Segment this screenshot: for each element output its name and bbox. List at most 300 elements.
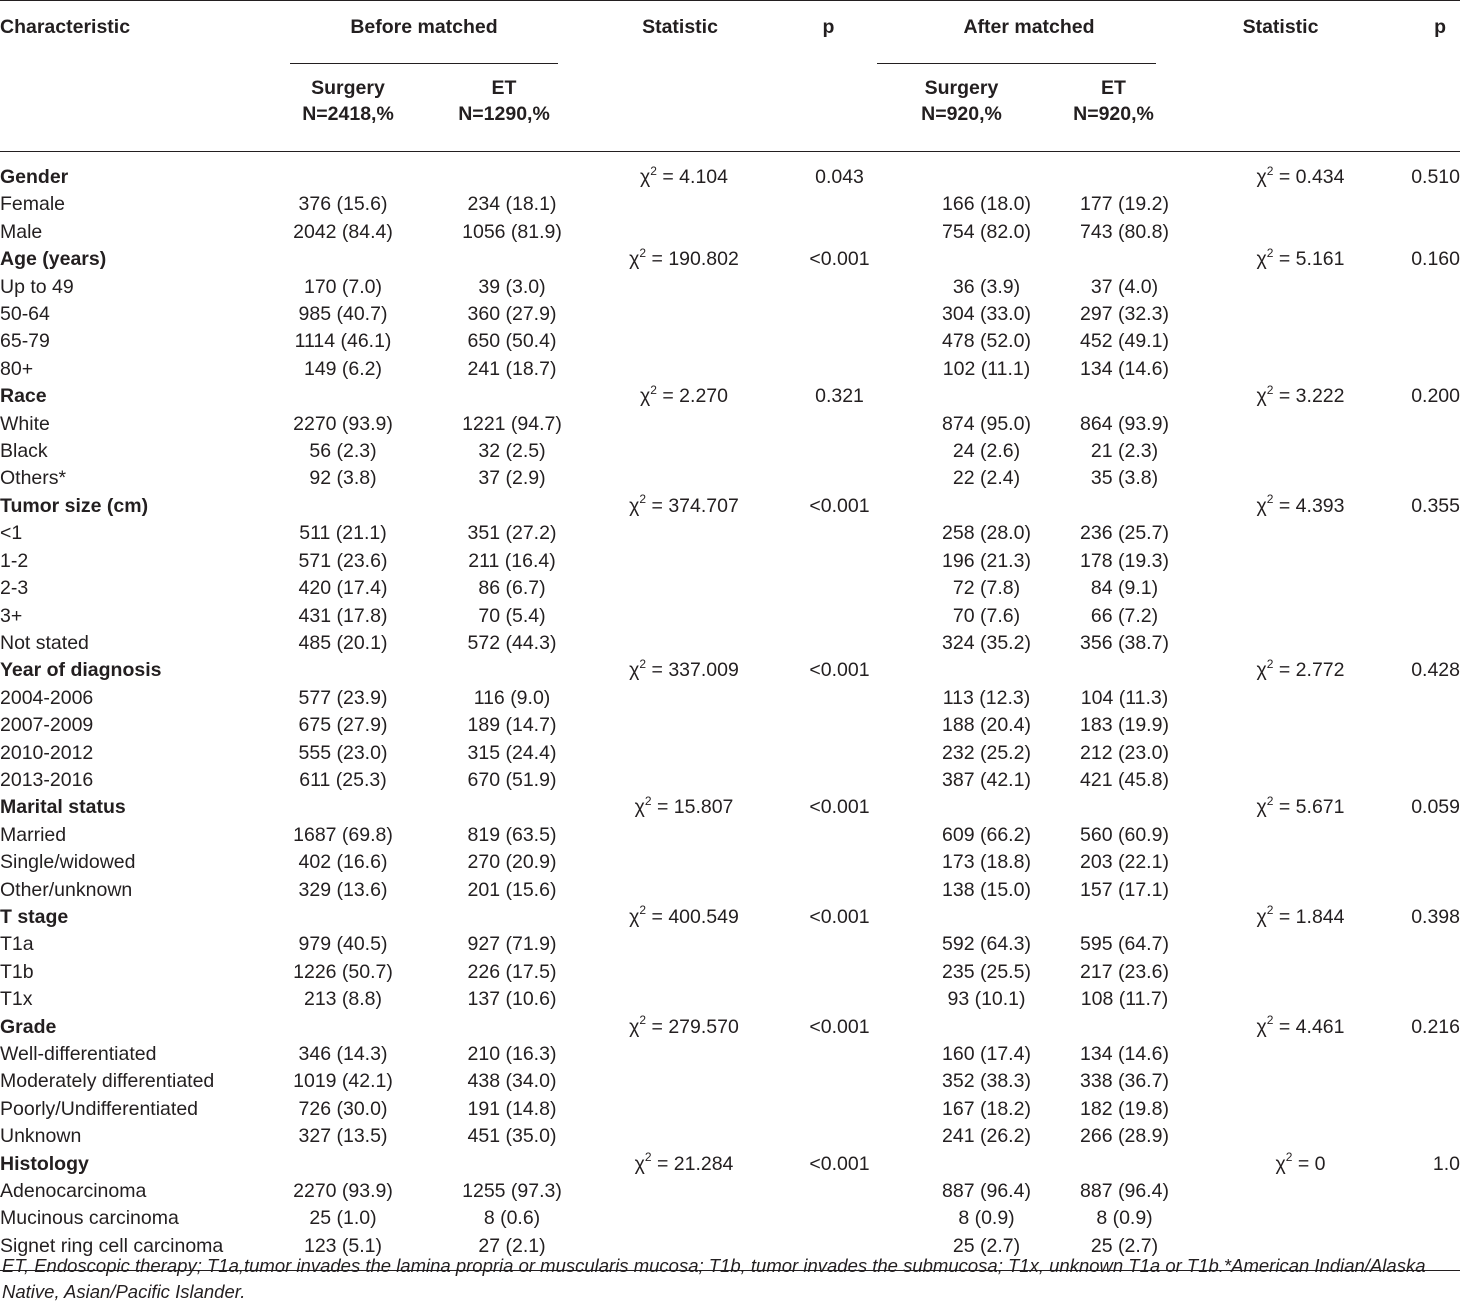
row-label: Tumor size (cm) — [0, 494, 149, 517]
before-p-value: 0.043 — [815, 166, 864, 188]
table-row — [0, 548, 1460, 575]
after-surgery-value: 24 (2.6) — [952, 440, 1021, 463]
before-surgery-value — [268, 794, 428, 821]
after-et-value: 212 (23.0) — [1080, 741, 1169, 764]
before-p-value — [780, 219, 877, 246]
chi-exponent: 2 — [639, 656, 647, 671]
before-surgery-value: 123 (5.1) — [268, 1233, 428, 1271]
after-surgery-value: 258 (28.0) — [942, 522, 1031, 545]
row-label: 2010-2012 — [0, 741, 94, 764]
after-p-value: 0.216 — [1411, 1015, 1460, 1038]
row-label: 3+ — [0, 604, 23, 627]
category-row — [0, 1151, 1460, 1178]
chi-value: = 374.707 — [646, 494, 739, 517]
before-p-value — [780, 356, 877, 383]
row-label: 50-64 — [0, 303, 50, 326]
after-statistic — [1181, 246, 1380, 273]
after-statistic — [1181, 904, 1380, 931]
after-p-value — [1380, 603, 1460, 630]
after-statistic — [1181, 877, 1380, 904]
after-p-value: 0.160 — [1411, 248, 1460, 271]
before-surgery-value — [268, 904, 428, 931]
chi-exponent: 2 — [1266, 656, 1274, 671]
before-p-value — [780, 411, 877, 438]
header-row-2 — [0, 65, 1460, 152]
after-statistic — [1181, 575, 1380, 602]
before-et-value: 226 (17.5) — [467, 960, 557, 983]
after-surgery-value: 304 (33.0) — [942, 303, 1031, 326]
after-et-value — [1046, 657, 1181, 684]
after-et-value: 182 (19.8) — [1080, 1097, 1169, 1120]
after-statistic — [1181, 794, 1380, 821]
before-p-value — [780, 877, 877, 904]
before-et-value: 572 (44.3) — [467, 631, 557, 654]
before-p-value — [780, 465, 877, 492]
after-statistic — [1181, 685, 1380, 712]
after-statistic — [1181, 1068, 1380, 1095]
after-p-value — [1380, 465, 1460, 492]
after-surgery-value: 754 (82.0) — [942, 220, 1031, 243]
before-et-value: 1255 (97.3) — [462, 1180, 562, 1203]
chi-symbol: χ — [1256, 166, 1267, 188]
after-surgery-value: 478 (52.0) — [942, 330, 1031, 353]
chi-symbol: χ — [1256, 659, 1267, 682]
after-surgery-value: 196 (21.3) — [942, 549, 1031, 572]
table-row — [0, 274, 1460, 301]
header-after-et — [1046, 65, 1181, 152]
before-surgery-value: 329 (13.6) — [298, 878, 388, 901]
table-row — [0, 575, 1460, 602]
before-et-value — [428, 657, 580, 684]
after-surgery-value: 93 (10.1) — [947, 988, 1026, 1011]
before-statistic — [580, 1096, 780, 1123]
before-et-value — [428, 493, 580, 520]
table-row — [0, 438, 1460, 465]
chi-exponent: 2 — [644, 1150, 652, 1165]
after-et-value: 37 (4.0) — [1090, 275, 1159, 298]
row-label: Up to 49 — [0, 275, 74, 298]
header-p-before: p — [822, 16, 835, 38]
before-p-value: <0.001 — [809, 659, 870, 682]
header-after-surgery-n: N=920,% — [921, 103, 1002, 125]
before-surgery-value: 213 (8.8) — [303, 988, 383, 1011]
row-label: 2-3 — [0, 577, 29, 600]
header-blank — [1181, 65, 1380, 152]
header-row-1 — [0, 1, 1460, 66]
after-et-value: 236 (25.7) — [1080, 522, 1169, 545]
chi-symbol: χ — [1275, 1152, 1286, 1175]
before-statistic — [580, 1205, 780, 1232]
before-surgery-value — [268, 493, 428, 520]
row-label: Gender — [0, 166, 69, 188]
after-surgery-value: 188 (20.4) — [942, 714, 1031, 737]
before-et-value: 1056 (81.9) — [462, 220, 562, 243]
table-row — [0, 219, 1460, 246]
table-row — [0, 603, 1460, 630]
after-p-value — [1380, 740, 1460, 767]
chi-symbol: χ — [634, 1152, 645, 1175]
row-label: Moderately differentiated — [0, 1070, 215, 1093]
after-et-value: 217 (23.6) — [1080, 960, 1169, 983]
before-p-value: <0.001 — [809, 494, 870, 517]
chi-value: = 21.284 — [651, 1152, 734, 1175]
after-surgery-value: 25 (2.7) — [877, 1233, 1046, 1271]
after-p-value — [1380, 986, 1460, 1013]
after-statistic — [1181, 438, 1380, 465]
after-statistic — [1181, 657, 1380, 684]
row-label: White — [0, 412, 50, 435]
after-et-value — [1046, 383, 1181, 410]
before-surgery-value — [268, 657, 428, 684]
row-label: Signet ring cell carcinoma — [0, 1233, 268, 1271]
row-label: Histology — [0, 1152, 89, 1175]
after-et-value: 183 (19.9) — [1080, 714, 1169, 737]
header-characteristic: Characteristic — [0, 16, 131, 38]
chi-value: = 4.104 — [656, 166, 728, 188]
before-p-value: <0.001 — [809, 1015, 870, 1038]
after-surgery-value: 324 (35.2) — [942, 631, 1031, 654]
chi-exponent: 2 — [1266, 245, 1274, 260]
row-label: 2007-2009 — [0, 714, 94, 737]
chi-value: = 3.222 — [1273, 385, 1345, 408]
row-label: Married — [0, 823, 67, 846]
after-statistic — [1181, 191, 1380, 218]
before-p-value — [780, 959, 877, 986]
after-et-value: 66 (7.2) — [1090, 604, 1159, 627]
header-after-et-n: N=920,% — [1073, 103, 1154, 125]
after-surgery-value: 166 (18.0) — [942, 193, 1031, 216]
before-surgery-value: 555 (23.0) — [298, 741, 388, 764]
chi-symbol: χ — [1256, 494, 1267, 517]
before-statistic — [580, 438, 780, 465]
before-et-value: 27 (2.1) — [428, 1233, 580, 1271]
after-surgery-value: 167 (18.2) — [942, 1097, 1031, 1120]
before-et-value: 189 (14.7) — [467, 714, 557, 737]
before-et-value: 86 (6.7) — [478, 577, 546, 600]
after-p-value: 0.200 — [1411, 385, 1460, 408]
before-surgery-value: 675 (27.9) — [298, 714, 388, 737]
row-label: Male — [0, 220, 43, 243]
before-p-value — [780, 301, 877, 328]
after-surgery-value: 592 (64.3) — [942, 933, 1031, 956]
after-et-value: 108 (11.7) — [1080, 988, 1169, 1011]
before-et-value — [428, 1014, 580, 1041]
after-et-value: 25 (2.7) — [1046, 1233, 1181, 1271]
before-statistic — [580, 959, 780, 986]
before-et-value: 241 (18.7) — [467, 357, 557, 380]
before-statistic — [580, 767, 780, 794]
before-surgery-value: 92 (3.8) — [309, 467, 377, 490]
after-surgery-value — [877, 904, 1046, 931]
after-statistic — [1181, 1178, 1380, 1205]
before-et-value: 191 (14.8) — [467, 1097, 557, 1120]
row-label: 1-2 — [0, 549, 29, 572]
chi-value: = 4.461 — [1273, 1015, 1345, 1038]
table-row — [0, 1041, 1460, 1068]
row-label: Unknown — [0, 1125, 82, 1148]
category-row — [0, 246, 1460, 273]
header-after-surgery — [877, 65, 1046, 152]
before-p-value: <0.001 — [809, 796, 870, 819]
after-statistic — [1181, 1205, 1380, 1232]
after-surgery-value: 352 (38.3) — [942, 1070, 1031, 1093]
category-row — [0, 794, 1460, 821]
table-row — [0, 849, 1460, 876]
category-row — [0, 904, 1460, 931]
after-surgery-value: 8 (0.9) — [958, 1207, 1015, 1230]
row-label: <1 — [0, 522, 23, 545]
chi-exponent: 2 — [639, 245, 647, 260]
after-et-value: 35 (3.8) — [1090, 467, 1159, 490]
chi-value: = 337.009 — [646, 659, 739, 682]
after-surgery-value — [877, 493, 1046, 520]
after-et-value: 743 (80.8) — [1080, 220, 1169, 243]
before-p-value — [780, 1041, 877, 1068]
before-surgery-value: 985 (40.7) — [298, 303, 388, 326]
before-surgery-value: 2042 (84.4) — [293, 220, 393, 243]
before-surgery-value: 25 (1.0) — [309, 1207, 377, 1230]
chi-symbol: χ — [1256, 248, 1267, 271]
before-et-value: 211 (16.4) — [468, 549, 556, 572]
header-before-surgery-label: Surgery — [311, 77, 385, 99]
table-row — [0, 328, 1460, 355]
table-row — [0, 767, 1460, 794]
header-before-surgery — [268, 65, 428, 152]
after-p-value — [1380, 849, 1460, 876]
chi-symbol: χ — [1256, 1015, 1267, 1038]
before-et-value: 32 (2.5) — [478, 440, 546, 463]
after-et-value — [1046, 1151, 1181, 1178]
before-surgery-value — [268, 1151, 428, 1178]
row-label: 65-79 — [0, 330, 50, 353]
table-row — [0, 931, 1460, 958]
chi-exponent: 2 — [650, 163, 657, 178]
before-p-value: 0.321 — [815, 385, 864, 408]
before-statistic — [580, 274, 780, 301]
after-statistic — [1181, 931, 1380, 958]
before-surgery-value: 577 (23.9) — [298, 686, 388, 709]
before-statistic — [580, 152, 780, 192]
row-label: Race — [0, 385, 47, 408]
after-et-value: 203 (22.1) — [1080, 851, 1169, 874]
chi-exponent: 2 — [1266, 1013, 1274, 1028]
after-p-value — [1380, 1123, 1460, 1150]
after-et-value — [1046, 1014, 1181, 1041]
table-footnote: ET, Endoscopic therapy; T1a,tumor invades the lamina propria or muscularis mucosa; T1b, tumor invades the submucosa; T1x, unknown T1a or T1b.*American Indian/Alaska Native, Asian/Pacific Islander. — [2, 1255, 1426, 1302]
after-et-value: 297 (32.3) — [1080, 303, 1169, 326]
header-blank — [580, 65, 780, 152]
chi-value: = 2.270 — [656, 385, 728, 408]
after-statistic — [1181, 630, 1380, 657]
before-et-value: 650 (50.4) — [467, 330, 557, 353]
after-p-value — [1380, 438, 1460, 465]
before-statistic — [580, 520, 780, 547]
after-statistic — [1181, 548, 1380, 575]
before-surgery-value — [268, 1014, 428, 1041]
after-surgery-value — [877, 794, 1046, 821]
after-p-value — [1380, 767, 1460, 794]
chi-value: = 0 — [1292, 1152, 1326, 1175]
after-statistic — [1181, 959, 1380, 986]
before-surgery-value: 327 (13.5) — [298, 1125, 388, 1148]
before-surgery-value: 979 (40.5) — [298, 933, 388, 956]
after-statistic — [1181, 152, 1380, 192]
before-statistic — [580, 603, 780, 630]
after-p-value — [1380, 219, 1460, 246]
after-p-value — [1380, 274, 1460, 301]
table-row — [0, 1205, 1460, 1232]
after-p-value — [1380, 959, 1460, 986]
after-statistic — [1181, 465, 1380, 492]
table-row — [0, 301, 1460, 328]
before-statistic — [580, 328, 780, 355]
after-p-value: 0.398 — [1411, 905, 1460, 928]
category-row — [0, 1014, 1460, 1041]
after-surgery-value: 887 (96.4) — [942, 1180, 1031, 1203]
chi-exponent: 2 — [650, 382, 657, 397]
after-et-value — [1046, 794, 1181, 821]
before-et-value: 315 (24.4) — [467, 741, 557, 764]
before-statistic — [580, 575, 780, 602]
chi-value: = 5.161 — [1273, 248, 1345, 271]
after-statistic — [1181, 493, 1380, 520]
chi-exponent: 2 — [644, 793, 652, 808]
after-et-value: 134 (14.6) — [1080, 357, 1169, 380]
before-statistic — [580, 849, 780, 876]
before-p-value — [780, 438, 877, 465]
after-surgery-value: 160 (17.4) — [942, 1043, 1031, 1065]
before-p-value — [780, 1178, 877, 1205]
chi-exponent: 2 — [1266, 163, 1274, 178]
before-p-value — [780, 328, 877, 355]
before-et-value: 451 (35.0) — [467, 1125, 557, 1148]
before-surgery-value: 346 (14.3) — [298, 1043, 388, 1065]
after-statistic — [1181, 1151, 1380, 1178]
header-after-et-label: ET — [1101, 77, 1126, 99]
after-p-value — [1380, 1205, 1460, 1232]
before-statistic — [580, 712, 780, 739]
chi-value: = 1.844 — [1273, 905, 1345, 928]
category-row — [0, 657, 1460, 684]
after-surgery-value — [877, 246, 1046, 273]
before-statistic — [580, 1151, 780, 1178]
after-p-value — [1380, 685, 1460, 712]
chi-symbol: χ — [629, 905, 640, 928]
before-et-value — [428, 904, 580, 931]
chi-exponent: 2 — [639, 903, 647, 918]
before-p-value — [780, 1123, 877, 1150]
chi-value: = 4.393 — [1273, 494, 1345, 517]
header-blank — [1380, 65, 1460, 152]
before-surgery-value: 149 (6.2) — [303, 357, 383, 380]
table-row — [0, 411, 1460, 438]
after-p-value — [1380, 328, 1460, 355]
table-row — [0, 191, 1460, 218]
row-label: Not stated — [0, 631, 89, 654]
row-label: Poorly/Undifferentiated — [0, 1097, 199, 1120]
after-statistic — [1181, 1096, 1380, 1123]
row-label: Well-differentiated — [0, 1043, 157, 1065]
after-et-value — [1046, 152, 1181, 192]
row-label: Marital status — [0, 796, 126, 819]
row-label: Year of diagnosis — [0, 659, 162, 682]
before-statistic — [580, 685, 780, 712]
chi-exponent: 2 — [1266, 903, 1274, 918]
after-statistic — [1181, 712, 1380, 739]
before-statistic — [580, 794, 780, 821]
after-p-value — [1380, 1096, 1460, 1123]
after-p-value — [1380, 1041, 1460, 1068]
row-label: T stage — [0, 905, 69, 928]
after-et-value: 177 (19.2) — [1080, 193, 1169, 216]
after-statistic — [1181, 1014, 1380, 1041]
chi-value: = 5.671 — [1273, 796, 1345, 819]
after-statistic — [1181, 274, 1380, 301]
before-p-value — [780, 603, 877, 630]
after-surgery-value: 102 (11.1) — [942, 357, 1031, 380]
row-label: 2004-2006 — [0, 686, 94, 709]
after-p-value: 1.0 — [1432, 1152, 1460, 1175]
before-statistic — [580, 465, 780, 492]
before-p-value — [780, 931, 877, 958]
row-label: Black — [0, 440, 48, 463]
row-label: 80+ — [0, 357, 34, 380]
before-statistic — [580, 904, 780, 931]
header-before-et-label: ET — [491, 77, 517, 99]
after-surgery-value: 874 (95.0) — [942, 412, 1031, 435]
header-before-et-n: N=1290,% — [458, 103, 550, 125]
header-statistic-before: Statistic — [642, 16, 718, 38]
after-statistic — [1181, 1123, 1380, 1150]
row-label: Adenocarcinoma — [0, 1180, 147, 1203]
table-row — [0, 520, 1460, 547]
before-surgery-value: 726 (30.0) — [298, 1097, 388, 1120]
chi-value: = 2.772 — [1273, 659, 1345, 682]
before-p-value — [780, 849, 877, 876]
after-p-value: 0.059 — [1411, 796, 1460, 819]
before-p-value: <0.001 — [809, 248, 870, 271]
row-label: Age (years) — [0, 248, 107, 271]
chi-symbol: χ — [634, 796, 645, 819]
chi-symbol: χ — [1256, 385, 1267, 408]
before-et-value: 1221 (94.7) — [462, 412, 562, 435]
before-surgery-value: 1226 (50.7) — [293, 960, 393, 983]
before-et-value: 201 (15.6) — [467, 878, 557, 901]
after-surgery-value: 72 (7.8) — [952, 577, 1021, 600]
before-statistic — [580, 630, 780, 657]
after-et-value: 864 (93.9) — [1080, 412, 1169, 435]
chi-symbol: χ — [1256, 905, 1267, 928]
before-p-value — [780, 712, 877, 739]
before-surgery-value: 420 (17.4) — [298, 577, 388, 600]
after-p-value — [1380, 301, 1460, 328]
before-p-value — [780, 1205, 877, 1232]
before-et-value: 270 (20.9) — [467, 851, 557, 874]
chi-exponent: 2 — [639, 1013, 647, 1028]
after-statistic — [1181, 740, 1380, 767]
after-p-value — [1380, 411, 1460, 438]
after-surgery-value — [877, 657, 1046, 684]
after-p-value — [1380, 356, 1460, 383]
chi-symbol: χ — [1256, 796, 1267, 819]
before-et-value: 234 (18.1) — [467, 193, 557, 216]
table-row — [0, 685, 1460, 712]
before-statistic — [580, 246, 780, 273]
after-et-value: 452 (49.1) — [1080, 330, 1169, 353]
before-et-value — [428, 383, 580, 410]
after-statistic — [1181, 603, 1380, 630]
after-surgery-value — [877, 1151, 1046, 1178]
